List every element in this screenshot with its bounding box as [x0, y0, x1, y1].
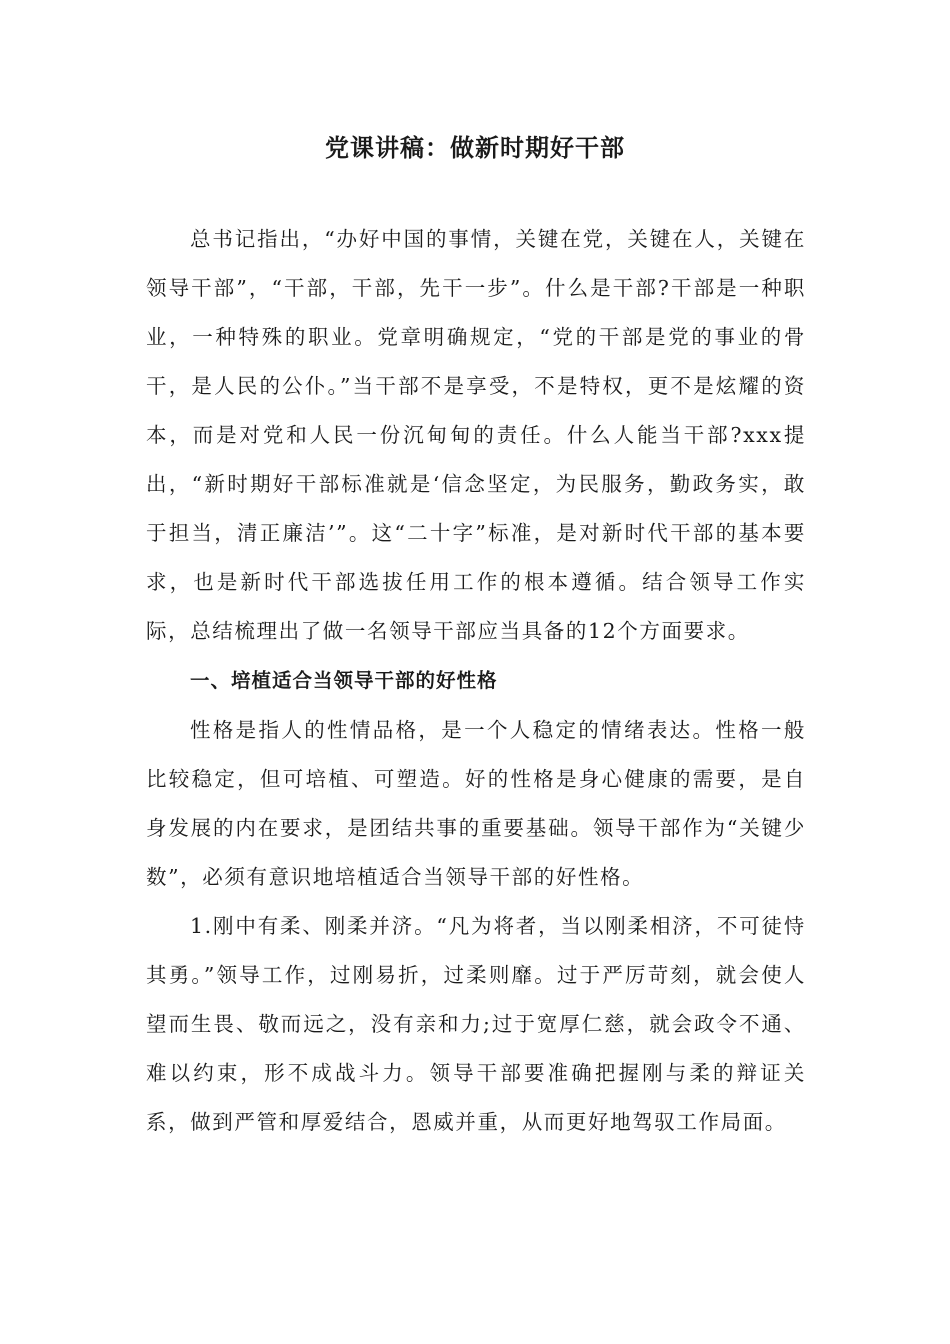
intro-paragraph: 总书记指出，“办好中国的事情，关键在党，关键在人，关键在领导干部”，“干部，干部，先干一步”。什么是干部?干部是一种职业，一种特殊的职业。党章明确规定，“党的干部是党的事业的骨干，是人民的公仆。”当干部不是享受，不是特权，更不是炫耀的资本，而是对党和人民一份沉甸甸的责任。什么人能当干部?xxx提出，“新时期好干部标准就是‘信念坚定，为民服务，勤政务实，敢于担当，清正廉洁’”。这“二十字”标准，是对新时代干部的基本要求，也是新时代干部选拔任用工作的根本遵循。结合领导工作实际，总结梳理出了做一名领导干部应当具备的12个方面要求。 — [146, 227, 806, 643]
document-body — [146, 215, 806, 1147]
section-paragraph: 性格是指人的性情品格，是一个人稳定的情绪表达。性格一般比较稳定，但可培植、可塑造。好的性格是身心健康的需要，是自身发展的内在要求，是团结共事的重要基础。领导干部作为“关键少数”，必须有意识地培植适合当领导干部的好性格。 — [146, 718, 806, 889]
numbered-item-paragraph: 1.刚中有柔、刚柔并济。“凡为将者，当以刚柔相济，不可徒恃其勇。”领导工作，过刚易折，过柔则靡。过于严厉苛刻，就会使人望而生畏、敬而远之，没有亲和力;过于宽厚仁慈，就会政令不通、难以约束，形不成战斗力。领导干部要准确把握刚与柔的辩证关系，做到严管和厚爱结合，恩威并重，从而更好地驾驭工作局面。 — [146, 914, 806, 1134]
section-heading: 一、培植适合当领导干部的好性格 — [190, 669, 498, 692]
document-title: 党课讲稿：做新时期好干部 — [325, 134, 625, 162]
